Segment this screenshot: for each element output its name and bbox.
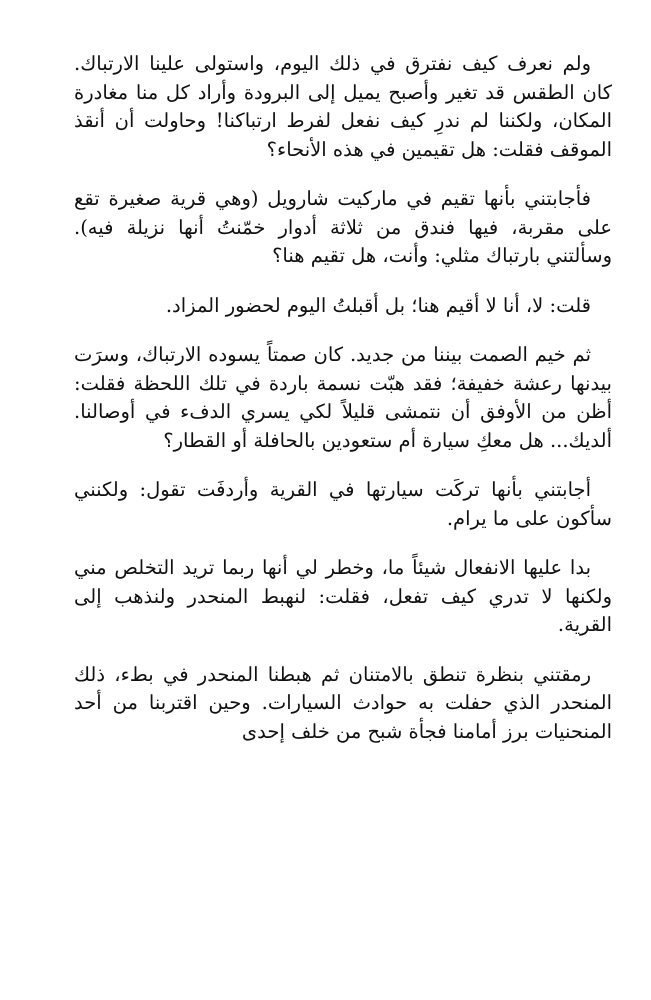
paragraph-3: قلت: لا، أنا لا أقيم هنا؛ بل أقبلتُ اليوم لحضور المزاد.: [165, 293, 591, 317]
paragraph-1: ولم نعرف كيف نفترق في ذلك اليوم، واستولى علينا الارتباك. كان الطقس قد تغير وأصبح يميل إلى البرودة وأراد كل منا مغادرة المكان، ولكننا لم ندرِ كيف نفعل لفرط ارتباكنا! وحاولت أن أنقذ الموقف فقلت: هل تقيمين في هذه الأنحاء؟: [74, 52, 612, 161]
book-page: [74, 50, 612, 746]
paragraph-7: رمقتني بنظرة تنطق بالامتنان ثم هبطنا المنحدر في بطء، ذلك المنحدر الذي حفلت به حوادث السيارات. وحين اقتربنا من أحد المنحنيات برز أمامنا فجأة شبح من خلف إحدى: [74, 662, 612, 743]
paragraph-2: فأجابتني بأنها تقيم في ماركيت شارويل (وهي قرية صغيرة تقع على مقربة، فيها فندق من ثلاثة أدوار خمّنتُ أنها نزيلة فيه). وسألتني بارتباك مثلي: وأنت، هل تقيم هنا؟: [74, 187, 612, 267]
paragraph-5: أجابتني بأنها تركَت سيارتها في القرية وأردفَت تقول: ولكنني سأكون على ما يرام.: [74, 478, 612, 530]
paragraph-4: ثم خيم الصمت بيننا من جديد. كان صمتاً يسوده الارتباك، وسرَت بيدنها رعشة خفيفة؛ فقد هبّت نسمة باردة في تلك اللحظة فقلت: أظن من الأوفق أن نتمشى قليلاً لكي يسري الدفء في أوصالنا. ألديك... هل معكِ سيارة أم ستعودين بالحافلة أو القطار؟: [74, 343, 612, 452]
paragraph-6: بدا عليها الانفعال شيئاً ما، وخطر لي أنها ربما تريد التخلص مني ولكنها لا تدري كيف تفعل، فقلت: لنهبط المنحدر ولنذهب إلى القرية.: [74, 556, 612, 636]
